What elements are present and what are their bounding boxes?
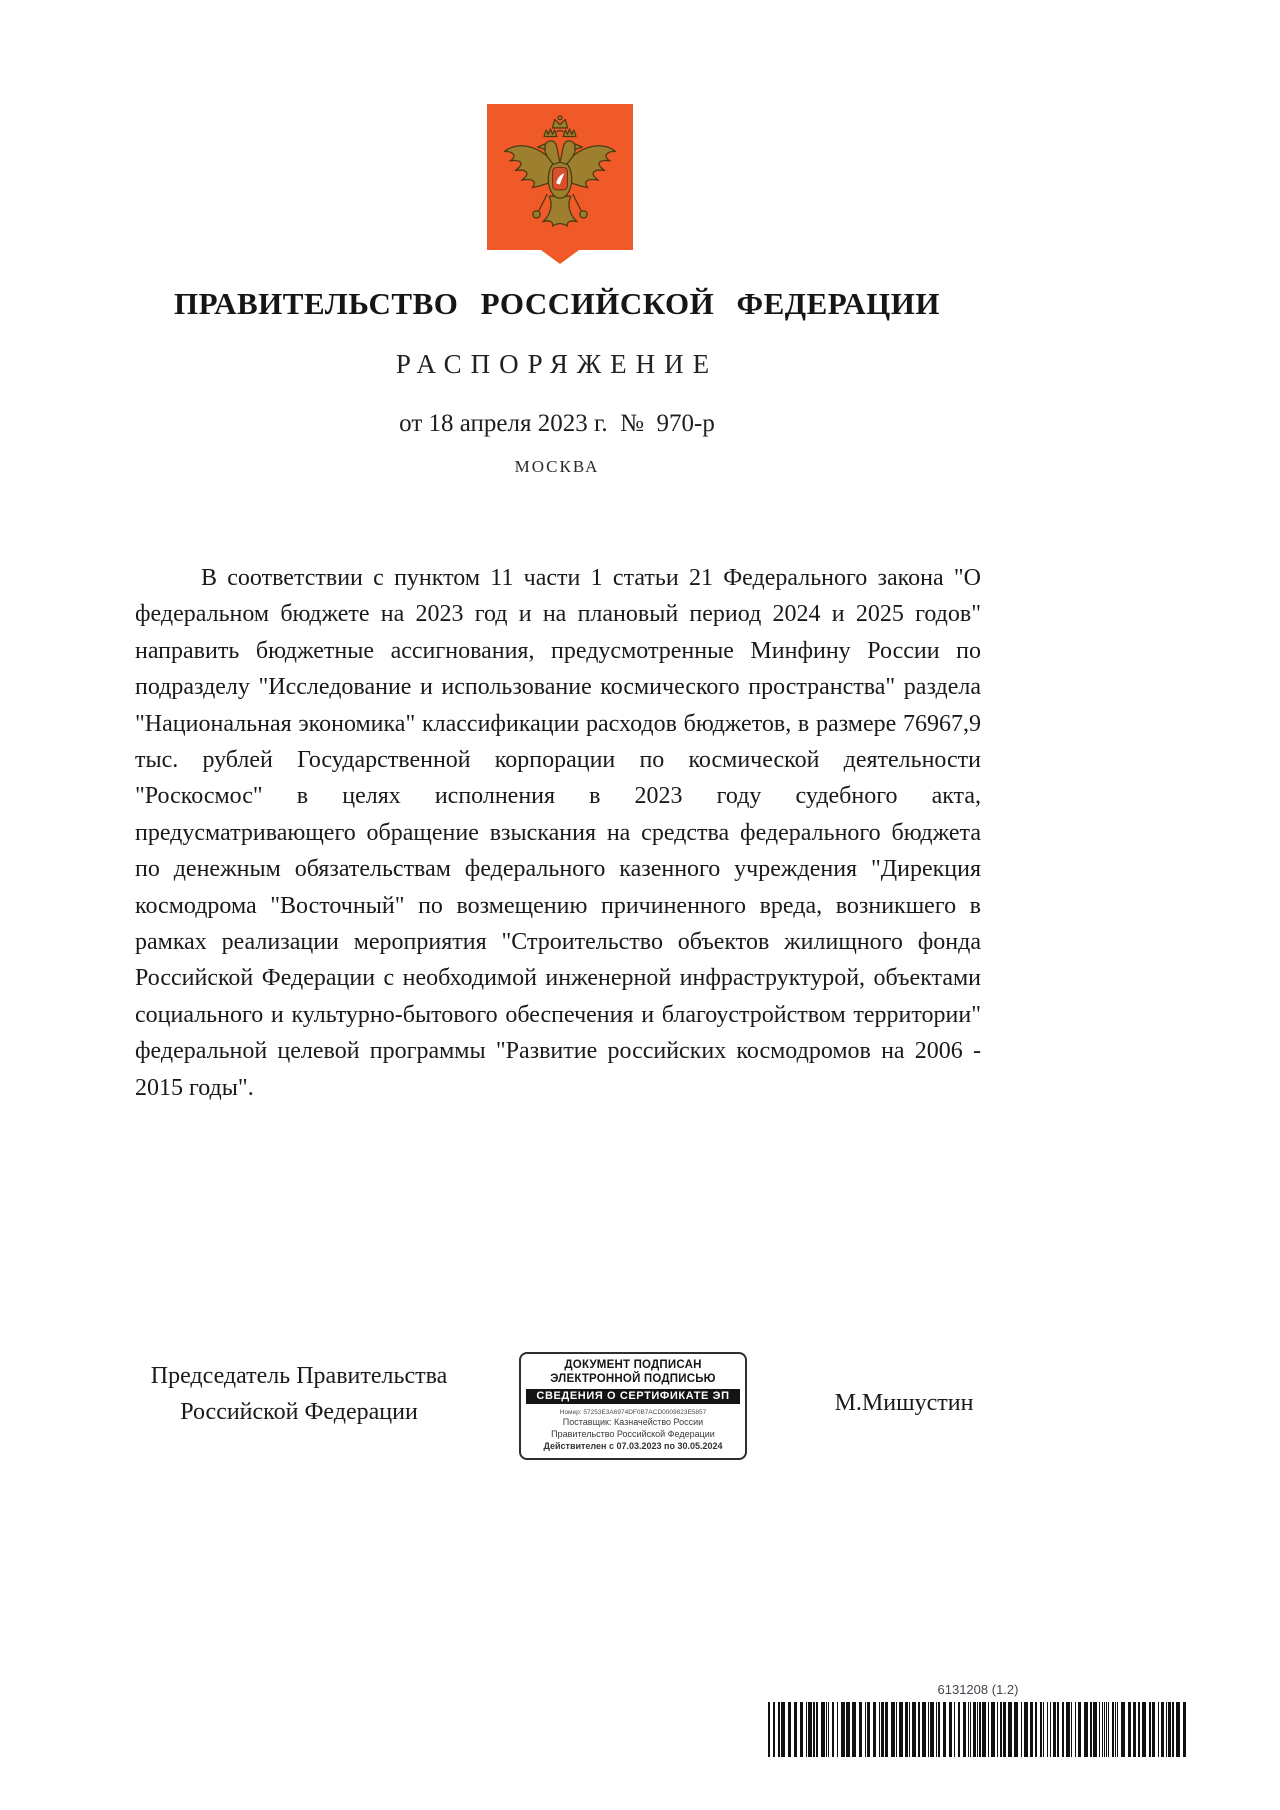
coat-of-arms-russia-icon	[487, 104, 633, 250]
document-city: МОСКВА	[514, 457, 600, 476]
signer-title	[138, 1358, 460, 1430]
page-title: ПРАВИТЕЛЬСТВО РОССИЙСКОЙ ФЕДЕРАЦИИ	[174, 286, 940, 321]
document-type-heading: РАСПОРЯЖЕНИЕ	[395, 349, 719, 379]
stamp-heading-line1: ДОКУМЕНТ ПОДПИСАН	[564, 1359, 702, 1371]
stamp-heading-line2: ЭЛЕКТРОННОЙ ПОДПИСЬЮ	[550, 1372, 716, 1385]
electronic-signature-stamp	[519, 1352, 747, 1460]
emblem-ribbon-tail	[541, 250, 579, 264]
signer-name: М.Мишустин	[834, 1390, 974, 1416]
signer-title-line2: Российской Федерации	[180, 1399, 418, 1425]
stamp-certificate-header: СВЕДЕНИЯ О СЕРТИФИКАТЕ ЭП	[526, 1389, 740, 1404]
barcode-bar	[1186, 1702, 1188, 1757]
barcode-label: 6131208 (1.2)	[937, 1682, 1019, 1697]
document-body-paragraph: В соответствии с пунктом 11 части 1 статьи 21 Федерального закона "О федеральном бюджете на 2023 год и на плановый период 2024 и 2025 годов" направить бюджетные ассигнования, предусмотренные Минфину России по подразделу "Исследование и использование космического пространства" раздела "Национальная экономика" классификации расходов бюджетов, в размере 76967,9 тыс. рублей Государственной корпорации по космической деятельности "Роскосмос" в целях исполнения в 2023 году судебного акта, предусматривающего обращение взыскания на средства федерального бюджета по денежным обязательствам федерального казенного учреждения "Дирекция космодрома "Восточный" по возмещению причиненного вреда, возникшего в рамках реализации мероприятия "Строительство объектов жилищного фонда Российской Федерации с необходимой инженерной инфраструктурой, объектами социального и культурно-бытового обеспечения и благоустройством территории" федеральной целевой программы "Развитие российских космодромов на 2006 - 2015 годы".	[135, 565, 981, 1101]
signer-title-line1: Председатель Правительства	[150, 1363, 448, 1389]
stamp-provider: Поставщик: Казначейство России	[562, 1417, 704, 1427]
stamp-certificate-number: Номер: 57253E3A6974DF0B7ACD0009823E5857	[559, 1409, 707, 1416]
stamp-validity: Действителен с 07.03.2023 по 30.05.2024	[543, 1441, 723, 1451]
double-headed-eagle-icon	[496, 113, 624, 241]
document-date-number: от 18 апреля 2023 г. № 970-р	[399, 410, 715, 437]
stamp-owner: Правительство Российской Федерации	[551, 1428, 715, 1439]
barcode	[768, 1702, 1188, 1757]
